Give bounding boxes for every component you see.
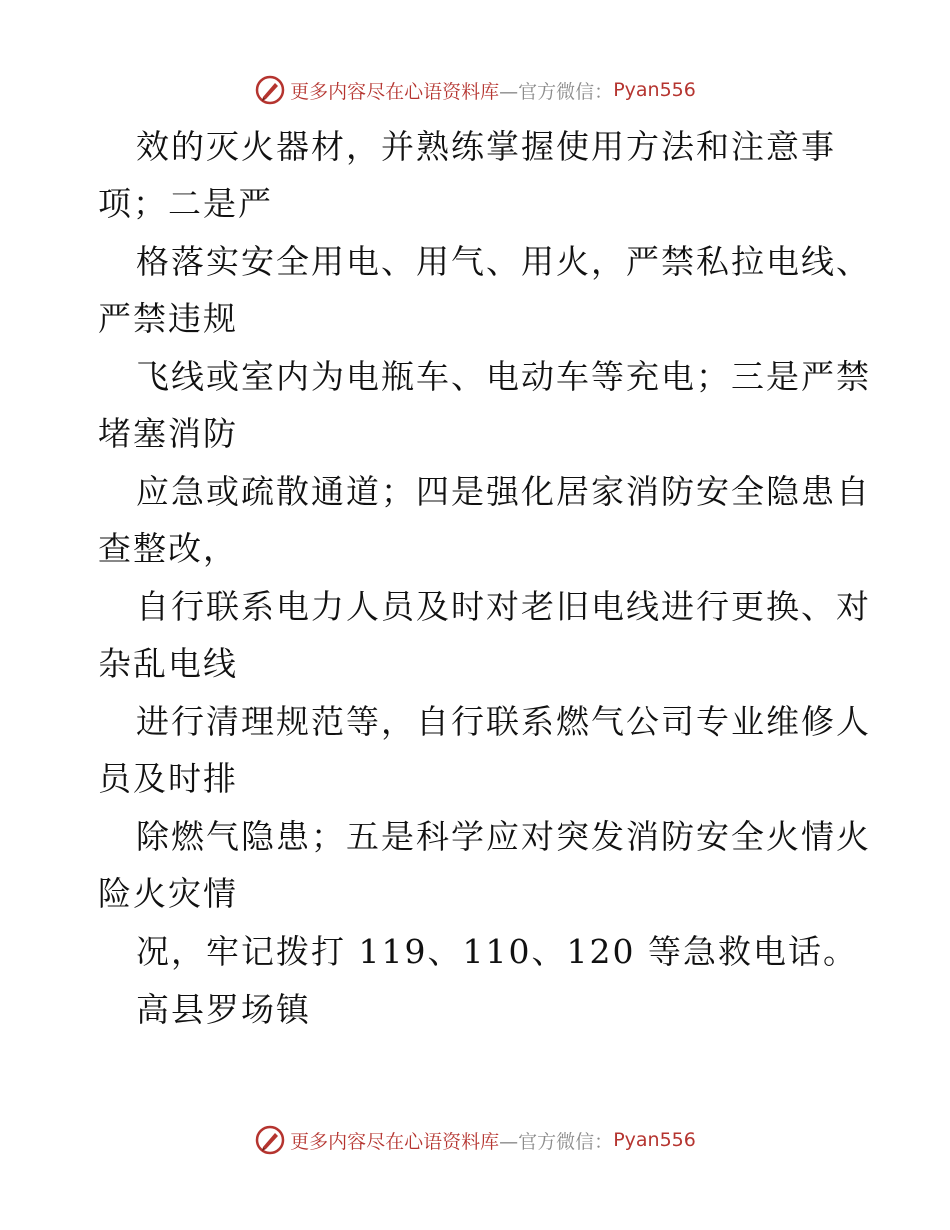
paragraph [98,578,871,692]
pen-logo-icon [254,1124,286,1156]
paragraph-line: 项；二是严 [98,184,273,223]
paragraph-line: 堵塞消防 [98,414,238,453]
watermark-label: —官方微信： [499,1130,614,1153]
watermark-handle: Pyan556 [613,79,696,101]
paragraph [98,118,858,232]
paragraph [98,348,871,462]
paragraph-line: 员及时排 [98,759,238,798]
paragraph [98,693,871,807]
watermark-title: 更多内容尽在心语资料库 [290,1130,500,1153]
header-watermark [0,72,950,108]
footer-watermark [0,1122,950,1158]
paragraph-line: 险火灾情 [98,874,238,913]
watermark-label: —官方微信： [499,80,614,103]
paragraph [98,808,871,922]
paragraph-line: 进行清理规范等，自行联系燃气公司专业维修人 [136,702,871,741]
paragraph-line: 应急或疏散通道；四是强化居家消防安全隐患自 [136,472,871,511]
paragraph [98,233,871,347]
watermark-handle: Pyan556 [613,1129,696,1151]
document-body [98,118,871,1039]
paragraph-line: 效的灭火器材，并熟练掌握使用方法和注意事 [136,127,836,166]
pen-logo-icon [254,74,286,106]
paragraph-line: 除燃气隐患；五是科学应对突发消防安全火情火 [136,817,871,856]
paragraph-line: 格落实安全用电、用气、用火，严禁私拉电线、 [136,242,871,281]
paragraph [98,981,858,1038]
paragraph-line: 况，牢记拨打 119、110、120 等急救电话。 [136,932,858,971]
paragraph-line: 严禁违规 [98,299,238,338]
paragraph-line: 飞线或室内为电瓶车、电动车等充电；三是严禁 [136,357,871,396]
paragraph-line: 杂乱电线 [98,644,238,683]
paragraph [98,463,871,577]
paragraph-line: 自行联系电力人员及时对老旧电线进行更换、对 [136,587,871,626]
paragraph-line: 查整改， [98,529,238,568]
paragraph [98,923,858,980]
watermark-title: 更多内容尽在心语资料库 [290,80,500,103]
paragraph-line: 高县罗场镇 [136,990,311,1029]
